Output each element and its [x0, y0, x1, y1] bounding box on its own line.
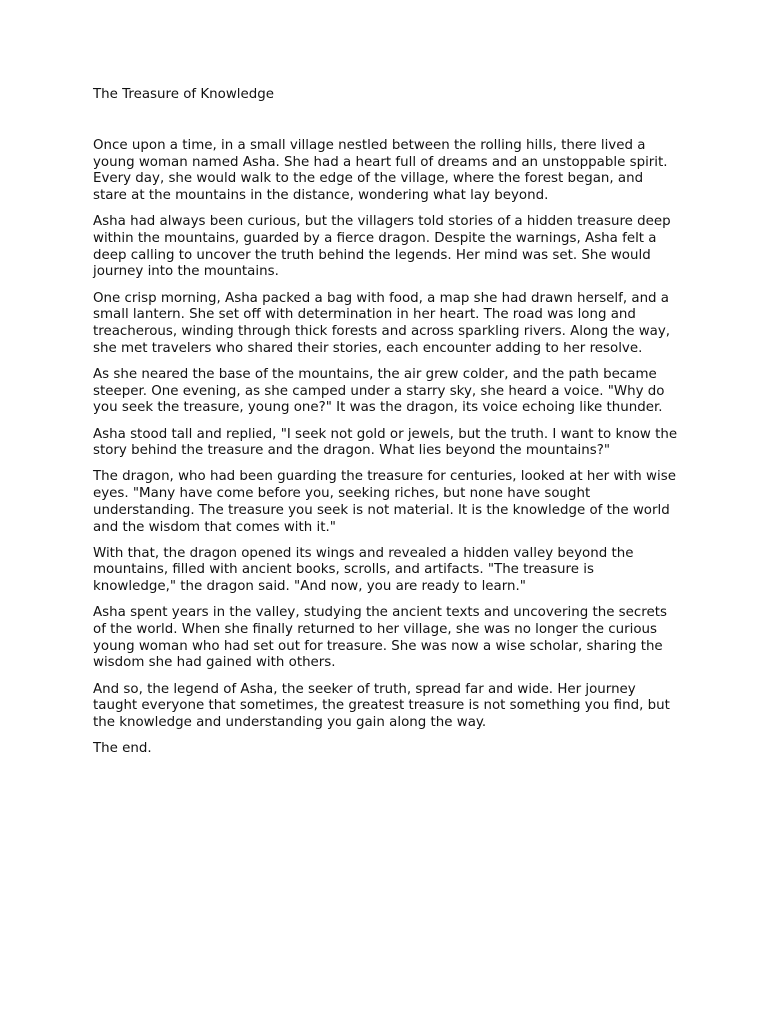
paragraph-5: Asha stood tall and replied, "I seek not gold or jewels, but the truth. I want to know the story behind the treasure and the dragon. What lies beyond the mountains?"	[93, 426, 678, 459]
paragraph-1: Once upon a time, in a small village nestled between the rolling hills, there lived a young woman named Asha. She had a heart full of dreams and an unstoppable spirit. Every day, she would walk to the edge of the village, where the forest began, and stare at the mountains in the distance, wondering what lay beyond.	[93, 138, 668, 204]
paragraph-10: The end.	[93, 741, 152, 757]
document-body	[93, 86, 678, 768]
paragraph-6: The dragon, who had been guarding the treasure for centuries, looked at her with wise eyes. "Many have come before you, seeking riches, but none have sought understanding. The treasure you seek is not material. It is the knowledge of the world and the wisdom that comes with it."	[93, 469, 676, 535]
story-text	[93, 138, 678, 758]
paragraph-4: As she neared the base of the mountains, the air grew colder, and the path became steeper. One evening, as she camped under a starry sky, she heard a voice. "Why do you seek the treasure, young one?" It was the dragon, its voice echoing like thunder.	[93, 366, 665, 416]
paragraph-3: One crisp morning, Asha packed a bag with food, a map she had drawn herself, and a small lantern. She set off with determination in her heart. The road was long and treacherous, winding through thick forests and across sparkling rivers. Along the way, she met travelers who shared their stories, each encounter adding to her resolve.	[93, 290, 671, 356]
paragraph-9: And so, the legend of Asha, the seeker of truth, spread far and wide. Her journey taught everyone that sometimes, the greatest treasure is not something you find, but the knowledge and understanding you gain along the way.	[93, 681, 670, 731]
paragraph-2: Asha had always been curious, but the villagers told stories of a hidden treasure deep within the mountains, guarded by a fierce dragon. Despite the warnings, Asha felt a deep calling to uncover the truth behind the legends. Her mind was set. She would journey into the mountains.	[93, 214, 671, 280]
document-title: The Treasure of Knowledge	[93, 87, 274, 102]
paragraph-7: With that, the dragon opened its wings and revealed a hidden valley beyond the mountains, filled with ancient books, scrolls, and artifacts. "The treasure is knowledge," the dragon said. "And now, you are ready to learn."	[93, 545, 634, 595]
paragraph-8: Asha spent years in the valley, studying the ancient texts and uncovering the secrets of the world. When she finally returned to her village, she was no longer the curious young woman who had set out for treasure. She was now a wise scholar, sharing the wisdom she had gained with others.	[93, 605, 667, 671]
